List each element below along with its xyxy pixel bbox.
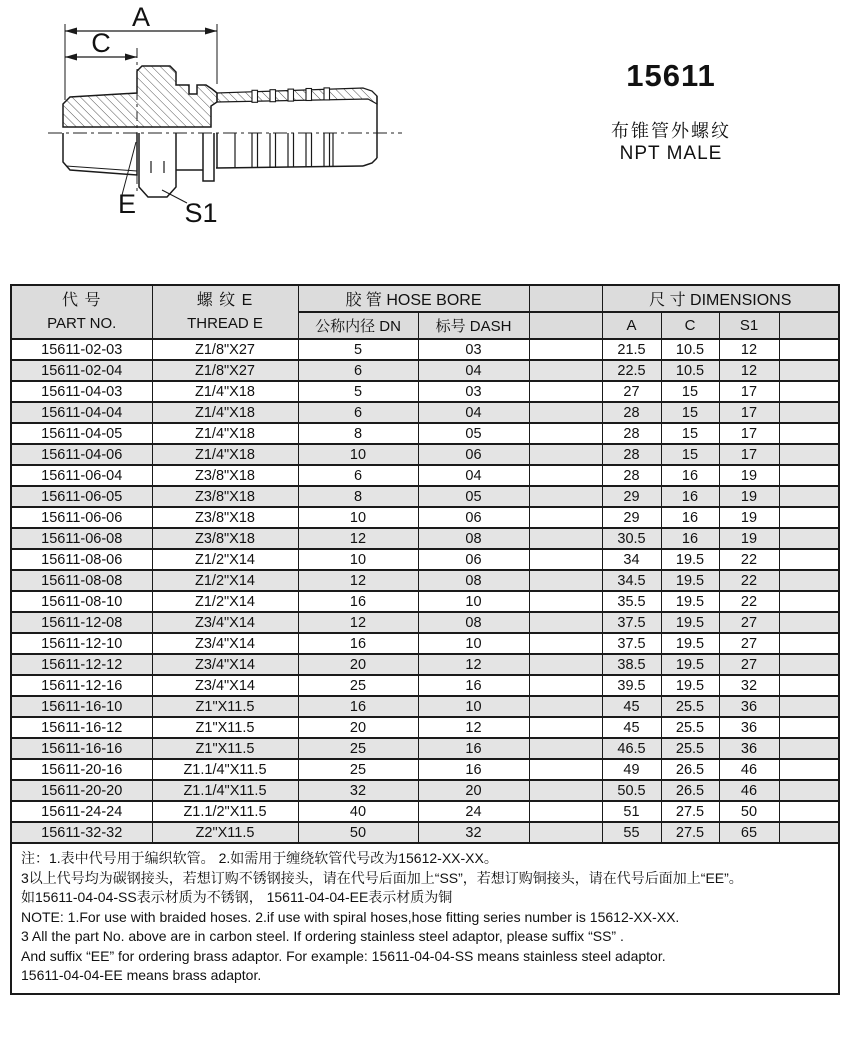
dim-s1-cell: 17 bbox=[719, 444, 779, 465]
dash-cell: 03 bbox=[418, 339, 529, 360]
dash-cell: 05 bbox=[418, 486, 529, 507]
spacer-cell bbox=[779, 822, 839, 843]
dim-a-cell: 22.5 bbox=[602, 360, 661, 381]
dim-c-cell: 26.5 bbox=[661, 780, 719, 801]
part-no-cell: 15611-16-12 bbox=[11, 717, 152, 738]
thread-cell: Z1/4"X18 bbox=[152, 381, 298, 402]
thread-cell: Z3/8"X18 bbox=[152, 486, 298, 507]
dim-c-cell: 19.5 bbox=[661, 570, 719, 591]
spacer-cell bbox=[529, 381, 602, 402]
dim-c-cell: 25.5 bbox=[661, 738, 719, 759]
table-row bbox=[11, 801, 839, 822]
col-header-spacer bbox=[529, 285, 602, 312]
spacer-cell bbox=[779, 549, 839, 570]
spacer-cell bbox=[779, 801, 839, 822]
thread-cell: Z1/8"X27 bbox=[152, 360, 298, 381]
dim-s1-cell: 22 bbox=[719, 570, 779, 591]
thread-cell: Z1.1/4"X11.5 bbox=[152, 780, 298, 801]
dn-cell: 40 bbox=[298, 801, 418, 822]
dn-cell: 25 bbox=[298, 675, 418, 696]
dn-cell: 50 bbox=[298, 822, 418, 843]
spacer-cell bbox=[779, 675, 839, 696]
dim-a-cell: 39.5 bbox=[602, 675, 661, 696]
table-row bbox=[11, 444, 839, 465]
spacer-cell bbox=[529, 591, 602, 612]
part-no-cell: 15611-12-16 bbox=[11, 675, 152, 696]
note-line: 3以上代号均为碳钢接头，若想订购不锈钢接头，请在代号后面加上“SS”，若想订购铜接头，请在代号后面加上“EE”。 bbox=[21, 869, 743, 886]
table-row bbox=[11, 402, 839, 423]
dn-cell: 10 bbox=[298, 444, 418, 465]
dim-a-cell: 55 bbox=[602, 822, 661, 843]
part-no-cell: 15611-02-03 bbox=[11, 339, 152, 360]
dim-s1-cell: 65 bbox=[719, 822, 779, 843]
thread-cell: Z1"X11.5 bbox=[152, 717, 298, 738]
spacer-cell bbox=[779, 633, 839, 654]
table-row bbox=[11, 507, 839, 528]
spacer-cell bbox=[529, 696, 602, 717]
dash-cell: 32 bbox=[418, 822, 529, 843]
dim-c-cell: 19.5 bbox=[661, 675, 719, 696]
dim-c-cell: 15 bbox=[661, 423, 719, 444]
col-header-dash: 标号 DASH bbox=[418, 312, 529, 339]
spacer-cell bbox=[529, 570, 602, 591]
dim-s1-cell: 46 bbox=[719, 759, 779, 780]
dim-s1-cell: 27 bbox=[719, 612, 779, 633]
dim-s1-cell: 19 bbox=[719, 486, 779, 507]
spacer-cell bbox=[779, 423, 839, 444]
dash-cell: 16 bbox=[418, 675, 529, 696]
dim-s1-cell: 46 bbox=[719, 780, 779, 801]
spacer-cell bbox=[779, 528, 839, 549]
dim-s1-cell: 36 bbox=[719, 738, 779, 759]
part-no-cell: 15611-06-05 bbox=[11, 486, 152, 507]
spacer-cell bbox=[779, 780, 839, 801]
dash-cell: 24 bbox=[418, 801, 529, 822]
col-header-dim-a: A bbox=[602, 312, 661, 339]
dash-cell: 03 bbox=[418, 381, 529, 402]
spacer-cell bbox=[779, 759, 839, 780]
thread-cell: Z3/4"X14 bbox=[152, 675, 298, 696]
spacer-cell bbox=[529, 339, 602, 360]
col-header-thread-cn: 螺 纹 E bbox=[196, 292, 254, 309]
spacer-cell bbox=[529, 675, 602, 696]
table-row bbox=[11, 717, 839, 738]
spacer-cell bbox=[779, 591, 839, 612]
dim-a-cell: 28 bbox=[602, 402, 661, 423]
dn-cell: 16 bbox=[298, 696, 418, 717]
part-no-cell: 15611-12-12 bbox=[11, 654, 152, 675]
dash-cell: 04 bbox=[418, 465, 529, 486]
note-line: And suffix “EE” for ordering brass adaptor. For example: 15611-04-04-SS means stainless steel adaptor. bbox=[21, 947, 666, 964]
dim-s1-cell: 19 bbox=[719, 528, 779, 549]
dim-c-cell: 19.5 bbox=[661, 591, 719, 612]
spacer-cell bbox=[529, 444, 602, 465]
dim-a-cell: 21.5 bbox=[602, 339, 661, 360]
dim-c-cell: 10.5 bbox=[661, 339, 719, 360]
table-row bbox=[11, 360, 839, 381]
dim-c-cell: 19.5 bbox=[661, 549, 719, 570]
part-no-cell: 15611-12-10 bbox=[11, 633, 152, 654]
dim-s1-cell: 22 bbox=[719, 591, 779, 612]
spacer-cell bbox=[529, 822, 602, 843]
dn-cell: 8 bbox=[298, 423, 418, 444]
spacer-cell bbox=[529, 528, 602, 549]
part-no-cell: 15611-24-24 bbox=[11, 801, 152, 822]
part-no-cell: 15611-04-03 bbox=[11, 381, 152, 402]
thread-cell: Z3/4"X14 bbox=[152, 612, 298, 633]
table-row bbox=[11, 780, 839, 801]
dim-a-cell: 45 bbox=[602, 717, 661, 738]
col-header-spacer bbox=[529, 312, 602, 339]
dim-c-cell: 15 bbox=[661, 381, 719, 402]
dim-a-cell: 28 bbox=[602, 423, 661, 444]
dim-label-a: A bbox=[131, 2, 151, 32]
dn-cell: 6 bbox=[298, 360, 418, 381]
dim-a-cell: 37.5 bbox=[602, 612, 661, 633]
dn-cell: 12 bbox=[298, 570, 418, 591]
spacer-cell bbox=[529, 507, 602, 528]
col-header-part-no bbox=[11, 285, 152, 339]
dim-c-cell: 16 bbox=[661, 486, 719, 507]
col-header-dn: 公称内径 DN bbox=[298, 312, 418, 339]
dn-cell: 12 bbox=[298, 612, 418, 633]
dn-cell: 10 bbox=[298, 549, 418, 570]
part-no-cell: 15611-20-20 bbox=[11, 780, 152, 801]
table-row bbox=[11, 465, 839, 486]
dim-c-cell: 25.5 bbox=[661, 696, 719, 717]
table-row bbox=[11, 486, 839, 507]
dn-cell: 6 bbox=[298, 402, 418, 423]
dim-s1-cell: 36 bbox=[719, 717, 779, 738]
spacer-cell bbox=[779, 402, 839, 423]
table-row bbox=[11, 633, 839, 654]
dim-c-cell: 15 bbox=[661, 444, 719, 465]
dn-cell: 12 bbox=[298, 528, 418, 549]
dash-cell: 16 bbox=[418, 738, 529, 759]
part-no-cell: 15611-06-06 bbox=[11, 507, 152, 528]
table-row bbox=[11, 822, 839, 843]
dn-cell: 8 bbox=[298, 486, 418, 507]
dim-c-cell: 19.5 bbox=[661, 633, 719, 654]
dn-cell: 25 bbox=[298, 738, 418, 759]
dim-label-s1: S1 bbox=[184, 198, 218, 228]
dn-cell: 5 bbox=[298, 381, 418, 402]
dim-s1-cell: 27 bbox=[719, 633, 779, 654]
table-row bbox=[11, 675, 839, 696]
dim-a-cell: 30.5 bbox=[602, 528, 661, 549]
spacer-cell bbox=[779, 507, 839, 528]
part-no-cell: 15611-08-06 bbox=[11, 549, 152, 570]
col-header-dim-s1: S1 bbox=[719, 312, 779, 339]
part-no-cell: 15611-04-05 bbox=[11, 423, 152, 444]
dim-s1-cell: 32 bbox=[719, 675, 779, 696]
dim-s1-cell: 19 bbox=[719, 465, 779, 486]
dim-a-cell: 51 bbox=[602, 801, 661, 822]
col-header-hose-bore: 胶 管 HOSE BORE bbox=[298, 285, 529, 312]
dim-a-cell: 45 bbox=[602, 696, 661, 717]
dim-c-cell: 27.5 bbox=[661, 822, 719, 843]
part-no-cell: 15611-16-16 bbox=[11, 738, 152, 759]
spacer-cell bbox=[779, 612, 839, 633]
spacer-cell bbox=[779, 696, 839, 717]
spacer-cell bbox=[529, 423, 602, 444]
thread-cell: Z3/4"X14 bbox=[152, 633, 298, 654]
dash-cell: 12 bbox=[418, 717, 529, 738]
part-no-cell: 15611-08-08 bbox=[11, 570, 152, 591]
col-header-spacer bbox=[779, 312, 839, 339]
dash-cell: 06 bbox=[418, 507, 529, 528]
spacer-cell bbox=[529, 759, 602, 780]
dim-c-cell: 27.5 bbox=[661, 801, 719, 822]
thread-cell: Z1"X11.5 bbox=[152, 696, 298, 717]
part-no-cell: 15611-06-08 bbox=[11, 528, 152, 549]
table-row bbox=[11, 612, 839, 633]
dash-cell: 06 bbox=[418, 444, 529, 465]
thread-cell: Z1/8"X27 bbox=[152, 339, 298, 360]
dn-cell: 32 bbox=[298, 780, 418, 801]
dim-c-cell: 25.5 bbox=[661, 717, 719, 738]
dim-s1-cell: 17 bbox=[719, 402, 779, 423]
col-header-part-no-en: PART NO. bbox=[47, 315, 117, 332]
fitting-drawing-svg bbox=[0, 0, 430, 240]
spacer-cell bbox=[529, 612, 602, 633]
col-header-dimensions: 尺 寸 DIMENSIONS bbox=[602, 285, 839, 312]
dim-a-cell: 34.5 bbox=[602, 570, 661, 591]
col-header-thread bbox=[152, 285, 298, 339]
part-no-cell: 15611-32-32 bbox=[11, 822, 152, 843]
spacer-cell bbox=[779, 738, 839, 759]
dash-cell: 04 bbox=[418, 360, 529, 381]
thread-cell: Z1"X11.5 bbox=[152, 738, 298, 759]
dim-s1-cell: 22 bbox=[719, 549, 779, 570]
table-row bbox=[11, 549, 839, 570]
spec-table bbox=[10, 284, 840, 995]
table-row bbox=[11, 759, 839, 780]
leader-e bbox=[122, 142, 136, 195]
thread-cell: Z1/2"X14 bbox=[152, 591, 298, 612]
dim-a-cell: 49 bbox=[602, 759, 661, 780]
dn-cell: 5 bbox=[298, 339, 418, 360]
table-row bbox=[11, 423, 839, 444]
note-line: 3 All the part No. above are in carbon steel. If ordering stainless steel adaptor, please suffix “SS” . bbox=[21, 928, 624, 944]
product-name-cn: 布锥管外螺纹 bbox=[611, 121, 731, 141]
spacer-cell bbox=[529, 402, 602, 423]
dash-cell: 10 bbox=[418, 633, 529, 654]
dim-a-cell: 34 bbox=[602, 549, 661, 570]
part-no-cell: 15611-04-06 bbox=[11, 444, 152, 465]
table-row bbox=[11, 654, 839, 675]
thread-cell: Z1.1/2"X11.5 bbox=[152, 801, 298, 822]
dim-a-cell: 37.5 bbox=[602, 633, 661, 654]
dash-cell: 05 bbox=[418, 423, 529, 444]
npt-thread bbox=[63, 133, 137, 175]
product-name-en: NPT MALE bbox=[619, 143, 723, 164]
dim-c-cell: 16 bbox=[661, 507, 719, 528]
dash-cell: 08 bbox=[418, 528, 529, 549]
spacer-cell bbox=[779, 381, 839, 402]
dash-cell: 12 bbox=[418, 654, 529, 675]
spacer-cell bbox=[529, 717, 602, 738]
dim-c-cell: 16 bbox=[661, 528, 719, 549]
table-row bbox=[11, 570, 839, 591]
spacer-cell bbox=[779, 465, 839, 486]
part-no-cell: 15611-04-04 bbox=[11, 402, 152, 423]
dim-s1-cell: 50 bbox=[719, 801, 779, 822]
note-line: NOTE: 1.For use with braided hoses. 2.if use with spiral hoses,hose fitting series number is 15612-XX-XX. bbox=[21, 908, 680, 925]
spacer-cell bbox=[529, 738, 602, 759]
dn-cell: 16 bbox=[298, 633, 418, 654]
dn-cell: 20 bbox=[298, 717, 418, 738]
table-row bbox=[11, 381, 839, 402]
col-header-thread-en: THREAD E bbox=[187, 315, 263, 332]
thread-cell: Z3/8"X18 bbox=[152, 507, 298, 528]
thread-cell: Z1.1/4"X11.5 bbox=[152, 759, 298, 780]
note-line: 注：1.表中代号用于编织软管。 2.如需用于缠绕软管代号改为15612-XX-XX。 bbox=[21, 850, 498, 866]
part-no-cell: 15611-06-04 bbox=[11, 465, 152, 486]
dn-cell: 10 bbox=[298, 507, 418, 528]
dim-a-cell: 29 bbox=[602, 486, 661, 507]
note-line: 如15611-04-04-SS表示材质为不锈钢， 15611-04-04-EE表示材质为铜 bbox=[21, 889, 453, 905]
spacer-cell bbox=[779, 486, 839, 507]
dim-a-cell: 35.5 bbox=[602, 591, 661, 612]
notes bbox=[11, 843, 839, 994]
part-no-cell: 15611-16-10 bbox=[11, 696, 152, 717]
table-row bbox=[11, 738, 839, 759]
dn-cell: 6 bbox=[298, 465, 418, 486]
dash-cell: 10 bbox=[418, 696, 529, 717]
dim-c-cell: 16 bbox=[661, 465, 719, 486]
spacer-cell bbox=[529, 633, 602, 654]
table-body bbox=[11, 339, 839, 843]
dim-a-cell: 38.5 bbox=[602, 654, 661, 675]
thread-cell: Z3/4"X14 bbox=[152, 654, 298, 675]
dim-a-cell: 28 bbox=[602, 465, 661, 486]
dim-c-cell: 19.5 bbox=[661, 612, 719, 633]
table-row bbox=[11, 591, 839, 612]
dim-s1-cell: 19 bbox=[719, 507, 779, 528]
hex-nut bbox=[139, 133, 176, 197]
dn-cell: 25 bbox=[298, 759, 418, 780]
thread-cell: Z1/4"X18 bbox=[152, 444, 298, 465]
series-number: 15611 bbox=[626, 58, 716, 93]
note-line: 15611-04-04-EE means brass adaptor. bbox=[21, 967, 262, 983]
dim-label-e: E bbox=[117, 189, 137, 219]
dim-c-cell: 26.5 bbox=[661, 759, 719, 780]
thread-cell: Z2"X11.5 bbox=[152, 822, 298, 843]
spacer-cell bbox=[779, 570, 839, 591]
col-header-part-no-cn: 代 号 bbox=[62, 292, 102, 309]
spacer-cell bbox=[529, 549, 602, 570]
dim-a-cell: 27 bbox=[602, 381, 661, 402]
dim-c-cell: 15 bbox=[661, 402, 719, 423]
thread-cell: Z1/4"X18 bbox=[152, 423, 298, 444]
dim-s1-cell: 36 bbox=[719, 696, 779, 717]
table-header bbox=[11, 285, 839, 339]
spacer-cell bbox=[529, 486, 602, 507]
table-row bbox=[11, 528, 839, 549]
dim-a-cell: 50.5 bbox=[602, 780, 661, 801]
dash-cell: 16 bbox=[418, 759, 529, 780]
dash-cell: 06 bbox=[418, 549, 529, 570]
spacer-cell bbox=[779, 360, 839, 381]
hose-tail-wall-section bbox=[217, 88, 377, 104]
dim-s1-cell: 17 bbox=[719, 423, 779, 444]
part-no-cell: 15611-02-04 bbox=[11, 360, 152, 381]
dim-a-cell: 28 bbox=[602, 444, 661, 465]
dim-c-cell: 19.5 bbox=[661, 654, 719, 675]
col-header-dim-c: C bbox=[661, 312, 719, 339]
spacer-cell bbox=[529, 780, 602, 801]
table-row bbox=[11, 696, 839, 717]
dim-s1-cell: 27 bbox=[719, 654, 779, 675]
spacer-cell bbox=[779, 444, 839, 465]
technical-drawing bbox=[0, 0, 430, 240]
spacer-cell bbox=[529, 654, 602, 675]
dim-s1-cell: 17 bbox=[719, 381, 779, 402]
spacer-cell bbox=[529, 465, 602, 486]
spacer-cell bbox=[529, 360, 602, 381]
dash-cell: 10 bbox=[418, 591, 529, 612]
spacer-cell bbox=[779, 654, 839, 675]
dim-s1-cell: 12 bbox=[719, 360, 779, 381]
thread-cell: Z3/8"X18 bbox=[152, 528, 298, 549]
thread-cell: Z1/2"X14 bbox=[152, 549, 298, 570]
dn-cell: 20 bbox=[298, 654, 418, 675]
dim-a-cell: 46.5 bbox=[602, 738, 661, 759]
dim-a-cell: 29 bbox=[602, 507, 661, 528]
dim-c-cell: 10.5 bbox=[661, 360, 719, 381]
spacer-cell bbox=[529, 801, 602, 822]
table-row bbox=[11, 339, 839, 360]
dim-s1-cell: 12 bbox=[719, 339, 779, 360]
spacer-cell bbox=[779, 339, 839, 360]
dash-cell: 20 bbox=[418, 780, 529, 801]
thread-cell: Z3/8"X18 bbox=[152, 465, 298, 486]
dash-cell: 04 bbox=[418, 402, 529, 423]
dash-cell: 08 bbox=[418, 612, 529, 633]
dash-cell: 08 bbox=[418, 570, 529, 591]
fitting-body-section bbox=[63, 66, 217, 127]
thread-cell: Z1/2"X14 bbox=[152, 570, 298, 591]
spacer-cell bbox=[779, 717, 839, 738]
part-no-cell: 15611-20-16 bbox=[11, 759, 152, 780]
thread-cell: Z1/4"X18 bbox=[152, 402, 298, 423]
dn-cell: 16 bbox=[298, 591, 418, 612]
part-no-cell: 15611-12-08 bbox=[11, 612, 152, 633]
part-no-cell: 15611-08-10 bbox=[11, 591, 152, 612]
dim-label-c: C bbox=[91, 28, 111, 58]
